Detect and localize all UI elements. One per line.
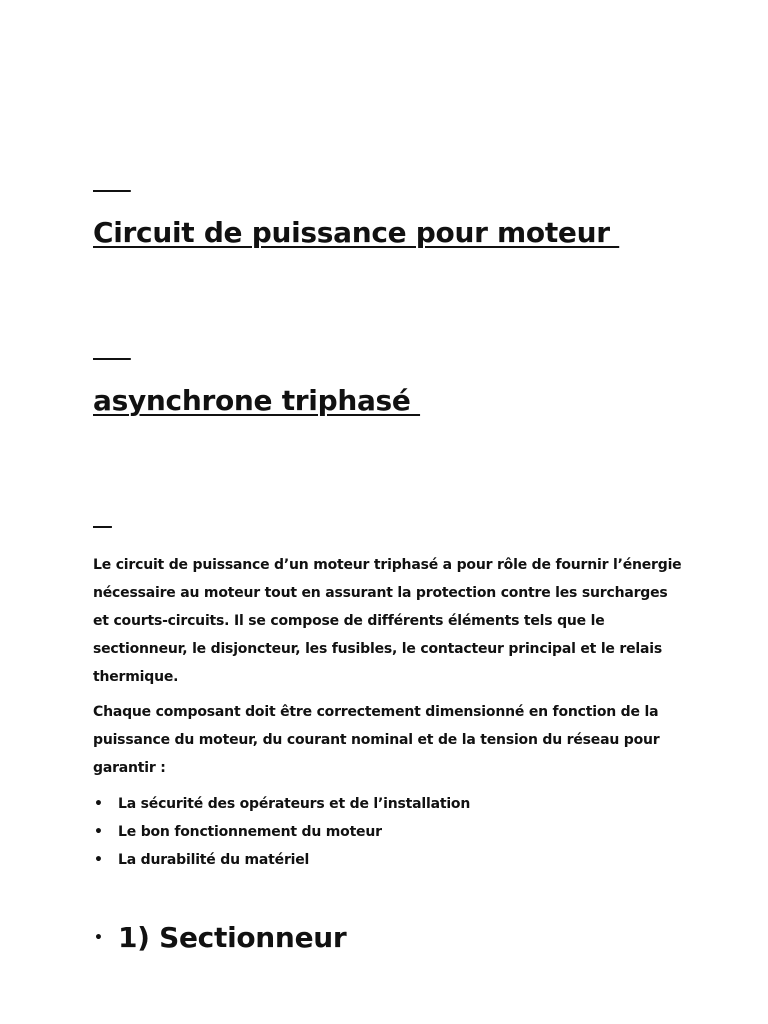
list-item-text: Le bon fonctionnement du moteur [118,824,382,840]
list-item [93,790,683,818]
list-item-text: La sécurité des opérateurs et de l’installation [118,796,471,812]
bullet-icon: • [94,852,103,868]
intro-paragraph: Le circuit de puissance d’un moteur triphasé a pour rôle de fournir l’énergie nécessaire au moteur tout en assurant la protection contre les surcharges et courts-circuits. Il se compose de différents éléments tels que le sectionneur, le disjoncteur, les fusibles, le contacteur principal et le relais thermique. [93,557,682,685]
bullet-icon: • [94,824,103,840]
title-line-1: Circuit de puissance pour moteur [93,216,620,249]
list-item [93,818,683,846]
title-line-2: asynchrone triphasé [93,384,421,417]
bullet-icon: • [94,796,103,812]
document-page [93,93,683,958]
document-title [93,93,683,541]
list-item-text: La durabilité du matériel [118,852,310,868]
section-heading [93,918,683,958]
bullet-icon: • [94,930,103,946]
requirements-list [93,790,683,874]
sizing-paragraph: Chaque composant doit être correctement dimensionné en fonction de la puissance du moteur, du courant nominal et de la tension du réseau pour garantir : [93,704,660,776]
list-item [93,846,683,874]
section-heading-text: 1) Sectionneur [118,921,347,954]
